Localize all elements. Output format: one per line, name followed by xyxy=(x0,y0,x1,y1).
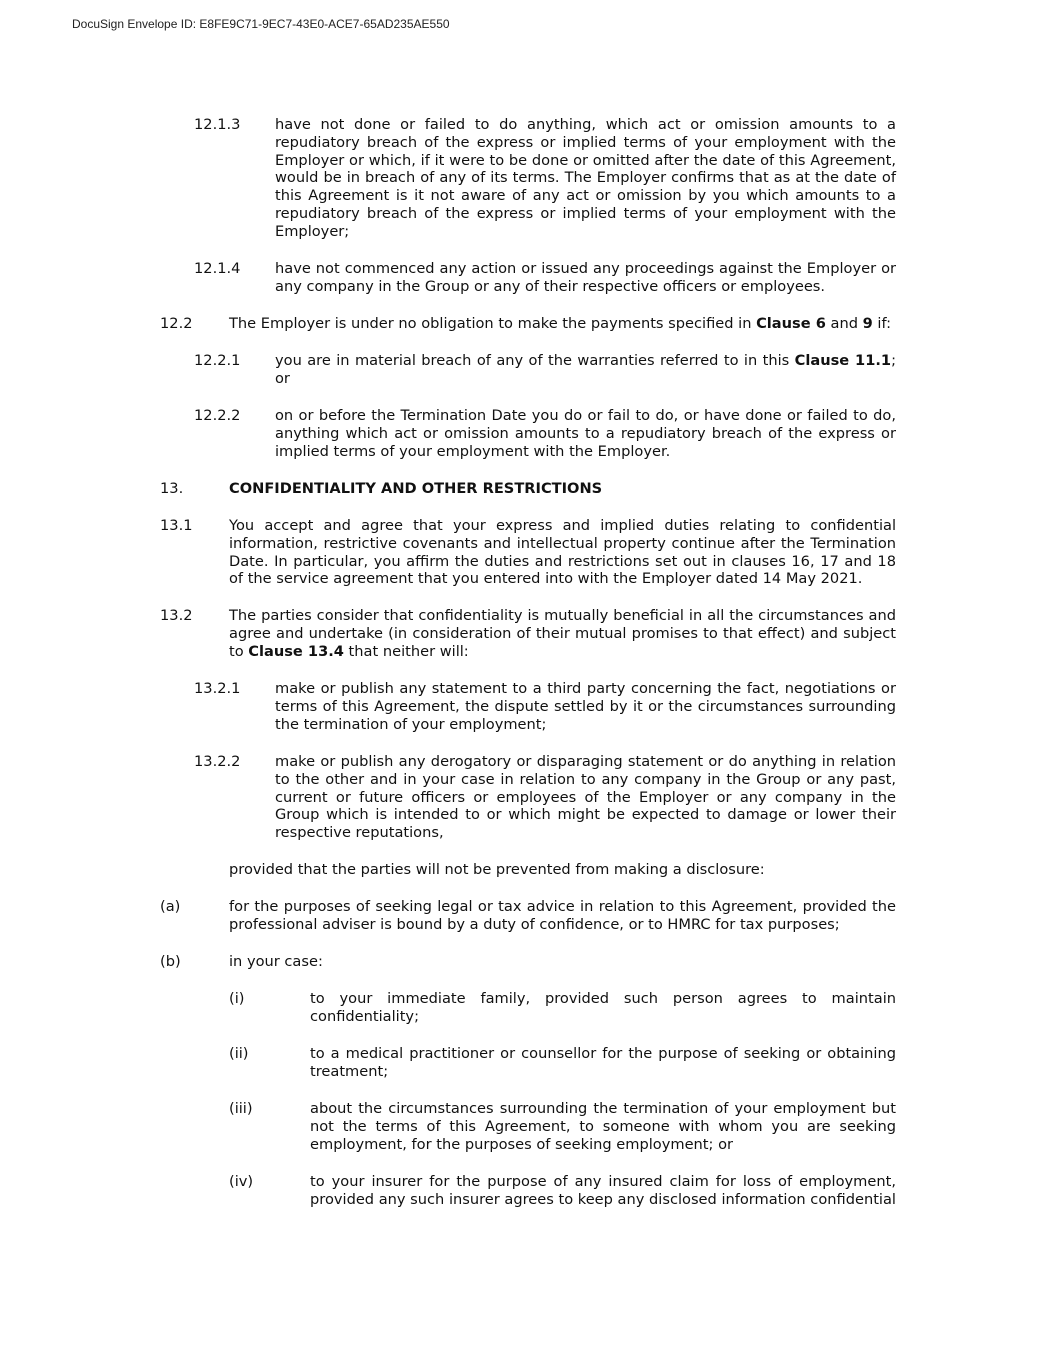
clause-number: (b) xyxy=(160,953,181,970)
clause-text: for the purposes of seeking legal or tax advice in relation to this Agreement, provided the professional adviser is bound by a duty of confidence, or to HMRC for tax purposes; xyxy=(229,898,896,933)
clause-number: 13.2.1 xyxy=(194,680,241,697)
clause-number: 13.1 xyxy=(160,517,193,534)
clause-number: 12.2 xyxy=(160,315,193,332)
clause-reference: Clause 11.1 xyxy=(794,352,892,369)
clause-text: to your insurer for the purpose of any insured claim for loss of employment, provided any such insurer agrees to keep any disclosed information confidential xyxy=(310,1173,896,1208)
section-title: CONFIDENTIALITY AND OTHER RESTRICTIONS xyxy=(229,480,603,497)
clause-number: 12.2.2 xyxy=(194,407,241,424)
clause-text: The Employer is under no obligation to make the payments specified in Clause 6 and 9 if: xyxy=(229,315,891,332)
clause-text: about the circumstances surrounding the termination of your employment but not the terms of this Agreement, to someone with whom you are seeking employment, for the purposes of seeking employment; or xyxy=(310,1100,896,1153)
clause-number: 13.2 xyxy=(160,607,193,624)
clause-reference: Clause 6 xyxy=(756,315,826,332)
clause-text: on or before the Termination Date you do or fail to do, or have done or failed to do, anything which act or omission amounts to a repudiatory breach of the express or implied terms of your employment with the Employer. xyxy=(275,407,896,460)
clause-number: 13.2.2 xyxy=(194,753,241,770)
clause-text: make or publish any statement to a third party concerning the fact, negotiations or terms of this Agreement, the dispute settled by it or the circumstances surrounding the termination of your employment; xyxy=(275,680,896,733)
clause-text: have not commenced any action or issued any proceedings against the Employer or any company in the Group or any of their respective officers or employees. xyxy=(275,260,896,295)
clause-text: you are in material breach of any of the warranties referred to in this Clause 11.1; or xyxy=(275,352,896,387)
clause-text: The parties consider that confidentiality is mutually beneficial in all the circumstances and agree and undertake (in consideration of their mutual promises to that effect) and subject to Clause 13.4 that neither will: xyxy=(229,607,896,660)
clause-number: (iii) xyxy=(229,1100,253,1117)
clause-number: (iv) xyxy=(229,1173,254,1190)
clause-text: to your immediate family, provided such person agrees to maintain confidentiality; xyxy=(310,990,896,1025)
clause-text: have not done or failed to do anything, which act or omission amounts to a repudiatory breach of the express or implied terms of your employment with the Employer or which, if it were to be done or omitted after the date of this Agreement, would be in breach of any of its terms. The Employer confirms that as at the date of this Agreement is it not aware of any act or omission by you which amounts to a repudiatory breach of the express or implied terms of your employment with the Employer; xyxy=(275,116,896,240)
section-number: 13. xyxy=(160,480,184,497)
clause-number: 12.1.4 xyxy=(194,260,241,277)
clause-reference: 9 xyxy=(862,315,873,332)
docusign-envelope-id: DocuSign Envelope ID: E8FE9C71-9EC7-43E0-ACE7-65AD235AE550 xyxy=(72,17,450,31)
clause-reference: Clause 13.4 xyxy=(248,642,344,660)
clause-number: (a) xyxy=(160,898,181,915)
clause-number: (i) xyxy=(229,990,245,1007)
clause-text: to a medical practitioner or counsellor for the purpose of seeking or obtaining treatment; xyxy=(310,1045,896,1080)
proviso-text: provided that the parties will not be prevented from making a disclosure: xyxy=(229,861,765,878)
clause-text: in your case: xyxy=(229,953,323,970)
clause-number: 12.2.1 xyxy=(194,352,241,369)
clause-number: 12.1.3 xyxy=(194,116,241,133)
clause-number: (ii) xyxy=(229,1045,249,1062)
clause-text: You accept and agree that your express and implied duties relating to confidential information, restrictive covenants and intellectual property continue after the Termination Date. In particular, you affirm the duties and restrictions set out in clauses 16, 17 and 18 of the service agreement that you entered into with the Employer dated 14 May 2021. xyxy=(229,517,896,588)
clause-text: make or publish any derogatory or disparaging statement or do anything in relation to the other and in your case in relation to any company in the Group or any past, current or future officers or employees of the Employer or any company in the Group which is intended to or which might be expected to damage or lower their respective reputations, xyxy=(275,753,896,842)
